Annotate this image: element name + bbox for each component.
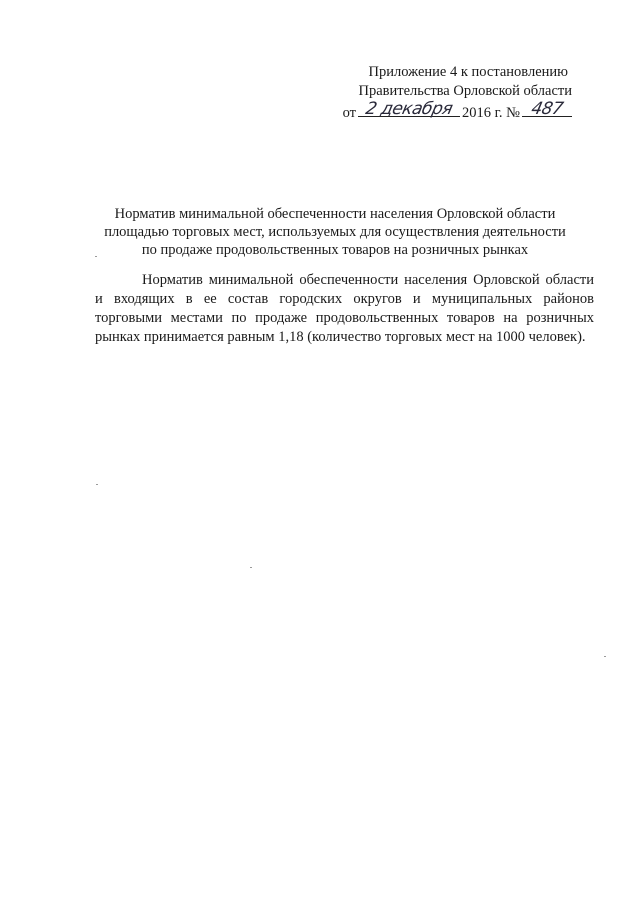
document-body	[95, 271, 594, 347]
appendix-line-1: Приложение 4 к постановлению	[368, 64, 568, 80]
scan-speck	[96, 484, 98, 485]
handwritten-number: 487	[529, 99, 565, 119]
title-line-1: Норматив минимальной обеспеченности населения Орловской области	[114, 206, 556, 222]
scan-speck	[604, 656, 606, 657]
scan-speck	[95, 256, 97, 257]
document-title	[80, 205, 590, 259]
handwritten-date: 2 декабря	[363, 99, 455, 119]
body-paragraph: Норматив минимальной обеспеченности населения Орловской области и входящих в ее состав городских округов и муниципальных районов торговыми местами по продаже продовольственных товаров на розничных рынках принимается равным 1,18 (количество торговых мест на 1000 человек).	[95, 272, 594, 345]
date-blank	[358, 101, 460, 117]
scan-speck	[250, 567, 252, 568]
year-number-label: 2016 г. №	[461, 105, 520, 121]
date-prefix: от	[342, 105, 356, 121]
appendix-line-2: Правительства Орловской области	[358, 83, 572, 99]
number-blank	[522, 101, 572, 117]
title-line-3: по продаже продовольственных товаров на розничных рынках	[141, 242, 529, 258]
appendix-date-line	[300, 101, 572, 123]
appendix-header	[300, 63, 572, 123]
title-line-2: площадью торговых мест, используемых для осуществления деятельности	[104, 224, 566, 240]
